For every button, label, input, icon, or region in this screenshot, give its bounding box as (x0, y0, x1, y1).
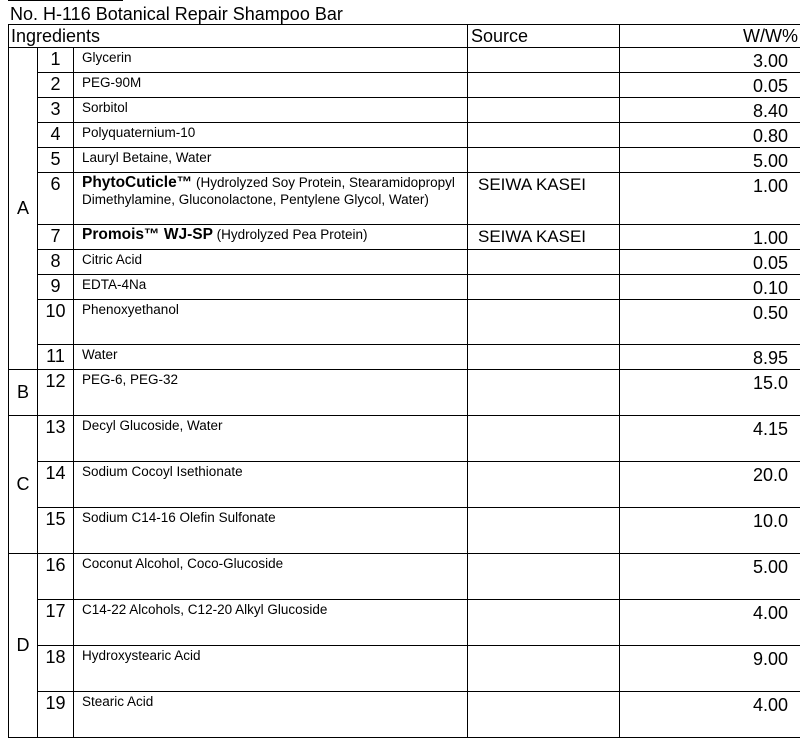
ingredient-source (468, 416, 620, 462)
ingredient-ww: 9.00 (620, 646, 800, 692)
table-row (9, 370, 800, 416)
phase-label: A (9, 48, 38, 370)
ingredient-ww: 0.05 (620, 250, 800, 275)
ingredient-ww: 4.00 (620, 692, 800, 738)
ingredient-ww: 0.80 (620, 123, 800, 148)
ingredient-number: 11 (38, 345, 74, 370)
table-row (9, 508, 800, 554)
brand-name: Promois™ WJ-SP (82, 226, 213, 243)
ingredient-source (468, 123, 620, 148)
ingredient-name: PEG-90M (82, 75, 141, 90)
ingredient-number: 5 (38, 148, 74, 173)
ingredient-name: Water (82, 347, 118, 362)
ingredient-ww: 4.15 (620, 416, 800, 462)
ingredient-name: Coconut Alcohol, Coco-Glucoside (82, 556, 283, 571)
ingredient-number: 15 (38, 508, 74, 554)
ingredient-source (468, 600, 620, 646)
ingredient-number: 10 (38, 300, 74, 345)
table-row (9, 173, 800, 225)
ingredient-number: 19 (38, 692, 74, 738)
ingredient-name: Glycerin (82, 50, 132, 65)
ingredient-number: 6 (38, 173, 74, 225)
ingredient-name-cell (74, 554, 468, 600)
ingredient-source (468, 554, 620, 600)
ingredient-name: Stearic Acid (82, 694, 153, 709)
ingredient-ww: 15.0 (620, 370, 800, 416)
ingredient-ww: 4.00 (620, 600, 800, 646)
ingredient-ww: 10.0 (620, 508, 800, 554)
ingredient-name: Citric Acid (82, 252, 142, 267)
ingredient-source (468, 345, 620, 370)
ingredient-name-cell (74, 300, 468, 345)
ingredient-name-cell (74, 462, 468, 508)
ingredient-ww: 8.40 (620, 98, 800, 123)
formula-body (9, 48, 800, 738)
table-row (9, 462, 800, 508)
table-row (9, 48, 800, 73)
ingredient-source (468, 462, 620, 508)
ingredient-name-cell (74, 345, 468, 370)
header-source: Source (468, 25, 620, 48)
table-row (9, 225, 800, 250)
ingredient-name-cell (74, 98, 468, 123)
ingredient-source (468, 148, 620, 173)
ingredient-number: 13 (38, 416, 74, 462)
ingredient-name: EDTA-4Na (82, 277, 146, 292)
ingredient-name-cell (74, 646, 468, 692)
ingredient-name: Polyquaternium-10 (82, 125, 195, 140)
formula-table (8, 24, 800, 738)
ingredient-source (468, 275, 620, 300)
ingredient-ww: 5.00 (620, 148, 800, 173)
table-row (9, 692, 800, 738)
table-row (9, 600, 800, 646)
ingredient-source (468, 508, 620, 554)
header-ingredients: Ingredients (9, 25, 468, 48)
ingredient-name: PEG-6, PEG-32 (82, 372, 178, 387)
ingredient-name-cell (74, 148, 468, 173)
table-row (9, 98, 800, 123)
brand-name: PhytoCuticle™ (82, 174, 192, 191)
ingredient-name: Decyl Glucoside, Water (82, 418, 223, 433)
ingredient-name-cell (74, 370, 468, 416)
ingredient-name-cell (74, 48, 468, 73)
ingredient-name: Sodium C14-16 Olefin Sulfonate (82, 510, 276, 525)
ingredient-name-cell (74, 416, 468, 462)
ingredient-source (468, 250, 620, 275)
ingredient-source (468, 370, 620, 416)
ingredient-name-cell (74, 275, 468, 300)
ingredient-ww: 0.10 (620, 275, 800, 300)
ingredient-source: SEIWA KASEI (468, 173, 620, 225)
ingredient-name: Hydroxystearic Acid (82, 648, 201, 663)
phase-label: D (9, 554, 38, 738)
ingredient-source (468, 73, 620, 98)
ingredient-ww: 20.0 (620, 462, 800, 508)
ingredient-number: 8 (38, 250, 74, 275)
table-row (9, 73, 800, 98)
header-row (9, 25, 800, 48)
ingredient-name: Lauryl Betaine, Water (82, 150, 211, 165)
ingredient-number: 1 (38, 48, 74, 73)
ingredient-name: Sodium Cocoyl Isethionate (82, 464, 243, 479)
ingredient-source (468, 98, 620, 123)
ingredient-ww: 5.00 (620, 554, 800, 600)
table-row (9, 250, 800, 275)
table-row (9, 416, 800, 462)
ingredient-ww: 1.00 (620, 225, 800, 250)
ingredient-number: 3 (38, 98, 74, 123)
ingredient-name-cell (74, 600, 468, 646)
phase-label: C (9, 416, 38, 554)
ingredient-number: 4 (38, 123, 74, 148)
ingredient-ww: 3.00 (620, 48, 800, 73)
page-title: No. H-116 Botanical Repair Shampoo Bar (10, 2, 343, 26)
ingredient-source (468, 692, 620, 738)
phase-label: B (9, 370, 38, 416)
title-rule (8, 0, 123, 1)
table-row (9, 275, 800, 300)
ingredient-number: 14 (38, 462, 74, 508)
ingredient-number: 17 (38, 600, 74, 646)
ingredient-source (468, 48, 620, 73)
ingredient-number: 9 (38, 275, 74, 300)
ingredient-source: SEIWA KASEI (468, 225, 620, 250)
ingredient-ww: 0.50 (620, 300, 800, 345)
table-row (9, 123, 800, 148)
table-row (9, 646, 800, 692)
ingredient-source (468, 646, 620, 692)
ingredient-name-cell (74, 73, 468, 98)
ingredient-name-cell (74, 123, 468, 148)
ingredient-name: Sorbitol (82, 100, 128, 115)
header-ww: W/W% (620, 25, 800, 48)
ingredient-name-cell (74, 225, 468, 250)
ingredient-name: (Hydrolyzed Soy Protein, Stearamidopropyl Dimethylamine, Gluconolactone, Pentylene Glycol, Water) (82, 175, 455, 207)
ingredient-name-cell (74, 250, 468, 275)
ingredient-name-cell (74, 692, 468, 738)
ingredient-name: (Hydrolyzed Pea Protein) (213, 227, 368, 242)
table-row (9, 345, 800, 370)
table-row (9, 148, 800, 173)
ingredient-name-cell (74, 508, 468, 554)
ingredient-ww: 0.05 (620, 73, 800, 98)
ingredient-name-cell (74, 173, 468, 225)
table-row (9, 554, 800, 600)
table-row (9, 300, 800, 345)
ingredient-ww: 1.00 (620, 173, 800, 225)
ingredient-ww: 8.95 (620, 345, 800, 370)
ingredient-number: 12 (38, 370, 74, 416)
ingredient-number: 7 (38, 225, 74, 250)
ingredient-source (468, 300, 620, 345)
ingredient-number: 2 (38, 73, 74, 98)
ingredient-name: Phenoxyethanol (82, 302, 179, 317)
ingredient-name: C14-22 Alcohols, C12-20 Alkyl Glucoside (82, 602, 327, 617)
ingredient-number: 16 (38, 554, 74, 600)
ingredient-number: 18 (38, 646, 74, 692)
